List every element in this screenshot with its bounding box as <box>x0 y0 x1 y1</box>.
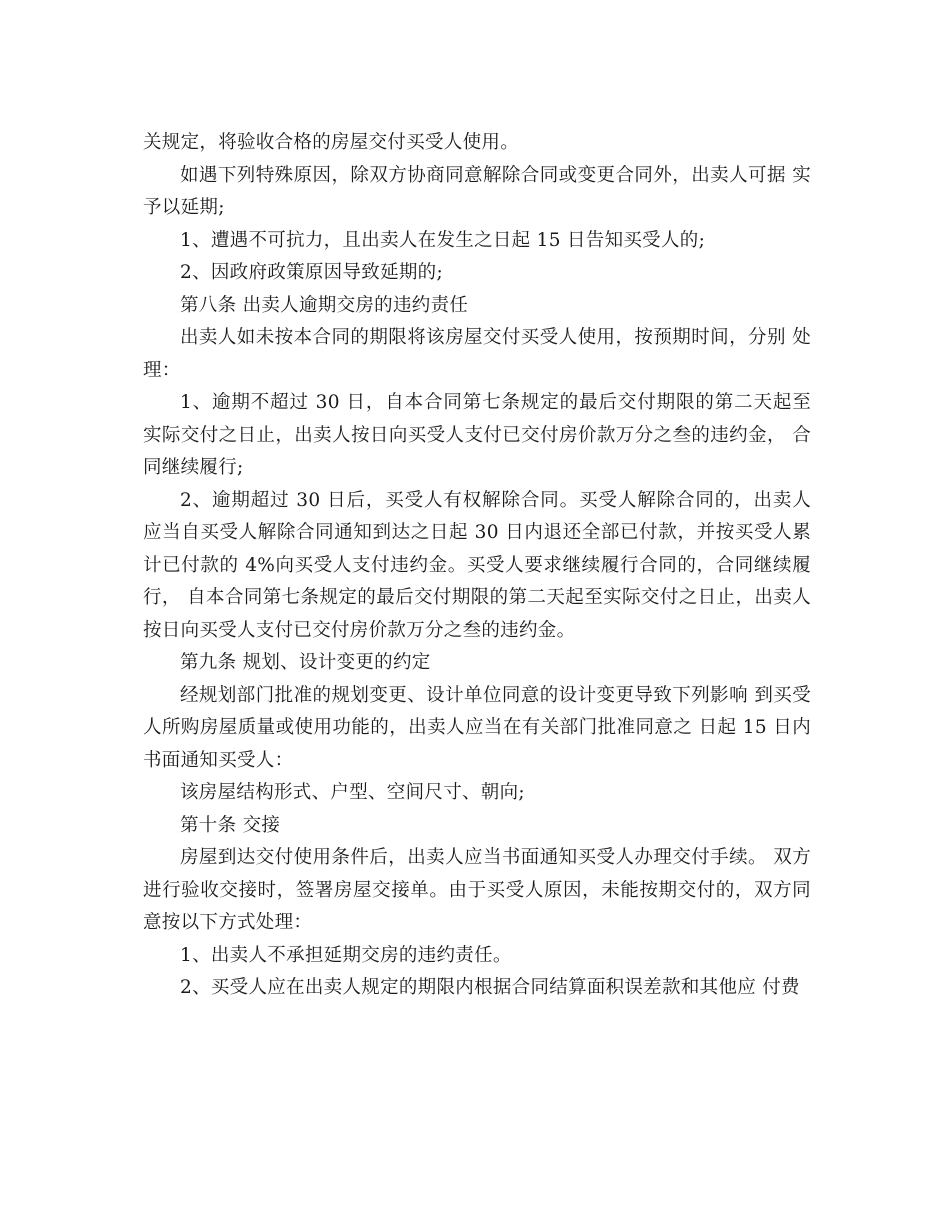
list-item: 1、遭遇不可抗力，且出卖人在发生之日起 15 日告知买受人的; <box>180 229 706 251</box>
section-heading: 第十条 交接 <box>180 814 281 836</box>
paragraph: 房屋到达交付使用条件后，出卖人应当书面通知买受人办理交付手续。 双方进行验收交接时，签署房屋交接单。由于买受人原因，未能按期交付的，双方同意按以下方式处理： <box>143 847 811 933</box>
list-item: 1、出卖人不承担延期交房的违约责任。 <box>180 944 512 966</box>
document-body <box>143 127 811 1005</box>
section-heading: 第八条 出卖人逾期交房的违约责任 <box>180 294 469 316</box>
list-item: 2、买受人应在出卖人规定的期限内根据合同结算面积误差款和其他应 付费 <box>180 977 800 998</box>
list-item: 2、逾期超过 30 日后，买受人有权解除合同。买受人解除合同的，出卖人 应当自买受人解除合同通知到达之日起 30 日内退还全部已付款，并按买受人累计已付款的 4%向买受人支付违约金。买受人要求继续履行合同的，合同继续履行， 自本合同第七条规定的最后交付期限的第二天起至实际交付之日止，出卖人 按日向买受人支付已交付房价款万分之叁的违约金。 <box>143 489 811 641</box>
list-item: 2、因政府政策原因导致延期的; <box>180 262 444 283</box>
list-item: 1、逾期不超过 30 日，自本合同第七条规定的最后交付期限的第二天起至 实际交付之日止，出卖人按日向买受人支付已交付房价款万分之叁的违约金， 合同继续履行; <box>143 392 811 478</box>
paragraph: 关规定，将验收合格的房屋交付买受人使用。 <box>143 132 520 153</box>
paragraph: 如遇下列特殊原因，除双方协商同意解除合同或变更合同外，出卖人可据 实予以延期; <box>143 164 811 218</box>
paragraph: 经规划部门批准的规划变更、设计单位同意的设计变更导致下列影响 到买受人所购房屋质量或使用功能的，出卖人应当在有关部门批准同意之 日起 15 日内书面通知买受人： <box>143 684 811 771</box>
section-heading: 第九条 规划、设计变更的约定 <box>180 652 431 673</box>
paragraph: 该房屋结构形式、户型、空间尺寸、朝向; <box>180 782 525 803</box>
paragraph: 出卖人如未按本合同的期限将该房屋交付买受人使用，按预期时间，分别 处理： <box>143 327 811 381</box>
